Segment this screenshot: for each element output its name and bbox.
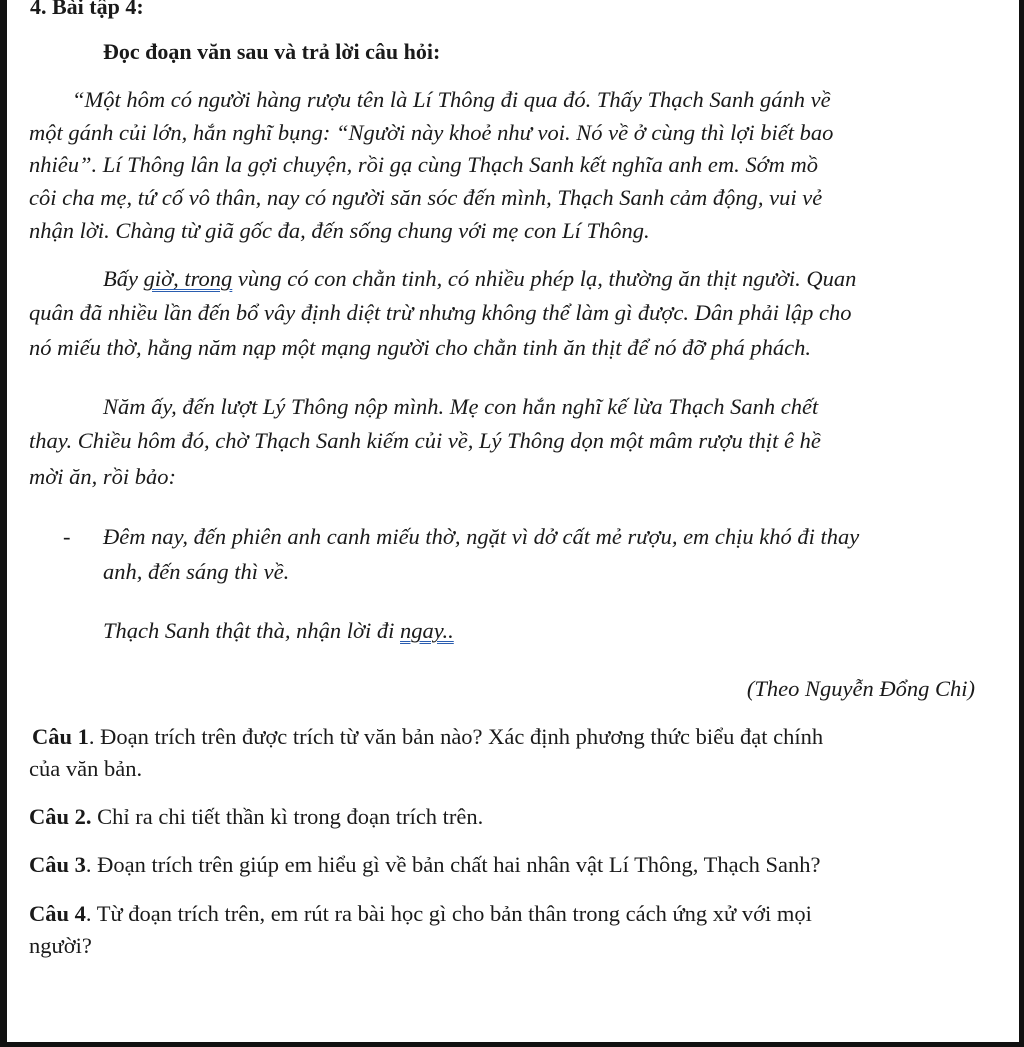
passage-text: Bấy	[103, 266, 144, 291]
question-label: Câu 3	[29, 852, 86, 877]
question-separator: .	[85, 852, 92, 877]
question-line	[29, 850, 820, 880]
passage-line: Năm ấy, đến lượt Lý Thông nộp mình. Mẹ con hắn nghĩ kế lừa Thạch Sanh chết	[103, 394, 819, 419]
question-label: Câu 4	[29, 901, 86, 926]
question-separator: .	[88, 724, 95, 749]
question-label: Câu 1	[32, 724, 89, 749]
passage-line: một gánh củi lớn, hắn nghĩ bụng: “Người này khoẻ như voi. Nó về ở cùng thì lợi biết bao	[29, 120, 834, 145]
underlined-text: ngay..	[400, 618, 454, 643]
question-line: của văn bản.	[29, 756, 143, 781]
question-text: Từ đoạn trích trên, em rút ra bài học gì cho bản thân trong cách ứng xử với mọi	[91, 901, 812, 926]
passage-line: nó miếu thờ, hằng năm nạp một mạng người cho chằn tinh ăn thịt để nó đỡ phá phách.	[29, 335, 811, 360]
passage-paragraph-4	[103, 616, 454, 646]
question-text: Đoạn trích trên được trích từ văn bản nào? Xác định phương thức biểu đạt chính	[94, 724, 824, 749]
document-page	[7, 0, 1019, 1042]
passage-line: mời ăn, rồi bảo:	[29, 464, 177, 489]
exercise-title: 4. Bài tập 4:	[30, 0, 144, 19]
passage-line: quân đã nhiều lần đến bổ vây định diệt trừ nhưng không thể làm gì được. Dân phải lập cho	[29, 300, 852, 325]
question-text: Chỉ ra chi tiết thần kì trong đoạn trích trên.	[91, 804, 484, 829]
underlined-text: giờ, trong	[143, 266, 233, 291]
source-citation: (Theo Nguyễn Đổng Chi)	[746, 676, 975, 701]
passage-line: côi cha mẹ, tứ cố vô thân, nay có người săn sóc đến mình, Thạch Sanh cảm động, vui vẻ	[29, 185, 823, 210]
dialogue-line: Đêm nay, đến phiên anh canh miếu thờ, ngặt vì dở cất mẻ rượu, em chịu khó đi thay	[103, 524, 860, 549]
question-separator: .	[85, 901, 92, 926]
dialogue-line: anh, đến sáng thì về.	[103, 559, 290, 584]
passage-line	[103, 264, 856, 294]
passage-line: nhận lời. Chàng từ giã gốc đa, đến sống chung với mẹ con Lí Thông.	[29, 218, 650, 243]
passage-line: “Một hôm có người hàng rượu tên là Lí Thông đi qua đó. Thấy Thạch Sanh gánh về	[72, 87, 831, 112]
passage-line: nhiêu”. Lí Thông lân la gợi chuyện, rồi gạ cùng Thạch Sanh kết nghĩa anh em. Sớm mồ	[29, 152, 818, 177]
question-line	[29, 899, 812, 929]
instruction-heading: Đọc đoạn văn sau và trả lời câu hỏi:	[103, 39, 441, 64]
question-label: Câu 2.	[29, 804, 92, 829]
question-line	[29, 802, 483, 832]
passage-text: Thạch Sanh thật thà, nhận lời đi	[103, 618, 401, 643]
question-text: Đoạn trích trên giúp em hiểu gì về bản chất hai nhân vật Lí Thông, Thạch Sanh?	[91, 852, 821, 877]
question-line: người?	[29, 933, 92, 958]
passage-line: thay. Chiều hôm đó, chờ Thạch Sanh kiếm củi về, Lý Thông dọn một mâm rượu thịt ê hề	[29, 428, 821, 453]
dialogue-dash: -	[63, 524, 71, 549]
passage-text: vùng có con chằn tinh, có nhiều phép lạ, thường ăn thịt người. Quan	[232, 266, 857, 291]
question-line	[32, 722, 823, 752]
